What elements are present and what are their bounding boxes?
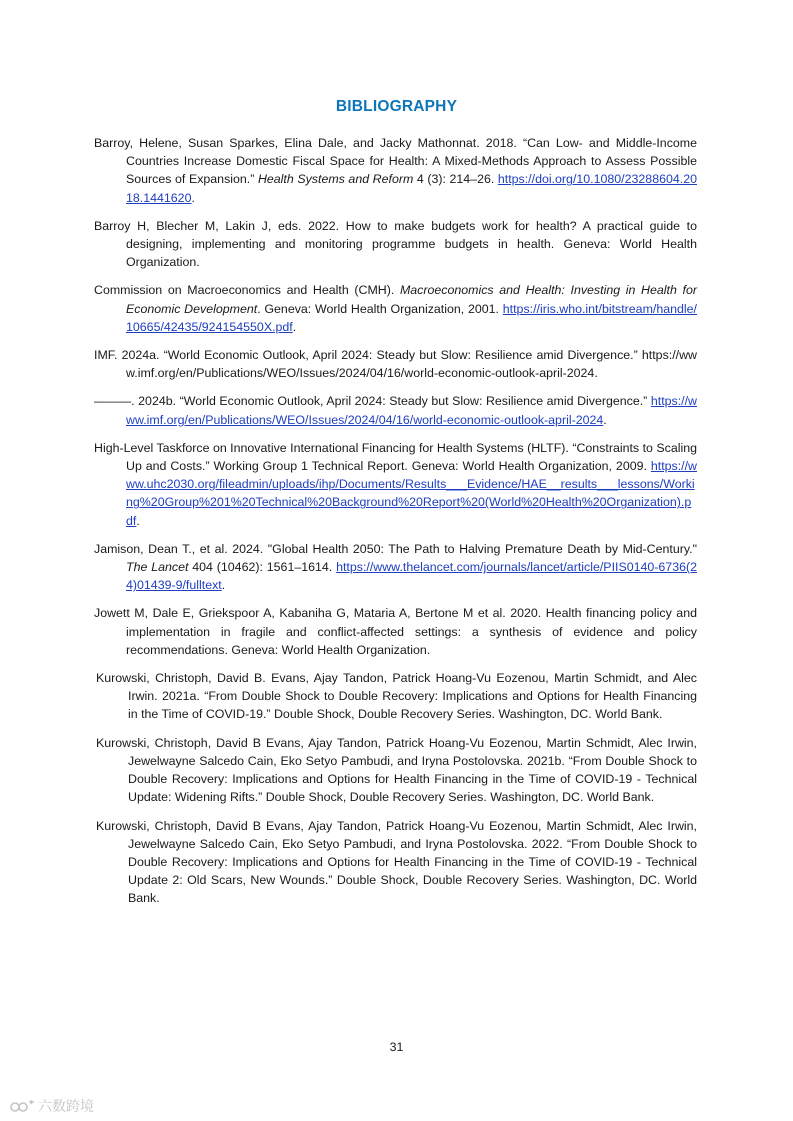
reference-text: Barroy, Helene, Susan Sparkes, Elina Dale, and Jacky Mathonnat. 2018. “Can Low- and Middle-Income Countries Increase Domestic Fiscal Space for Health: A Mixed-Methods Approach to Assess Possible Sources of Expansion.” xyxy=(94,136,697,187)
reference-text: High-Level Taskforce on Innovative International Financing for Health Systems (HLTF). “Constraints to Scaling Up and Costs.” Working Group 1 Technical Report. Geneva: World Health Organization, 2009. xyxy=(94,440,697,474)
reference-title: Macroeconomics and Health: Investing in Health for Economic Development xyxy=(126,283,697,316)
reference-text: Kurowski, Christoph, David B Evans, Ajay Tandon, Patrick Hoang-Vu Eozenou, Martin Schmidt, Alec Irwin, Jewelwayne Salcedo Cain, Eko Setyo Pambudi, and Iryna Postolovska. 2021b. “From Double Shock to Double Recovery: Implications and Options for Health Financing in the Time of COVID-19 - Technical Update: Widening Rifts.” Double Shock, Double Recovery Series. Washington, DC. World Bank. xyxy=(96,735,697,805)
reference-end: . xyxy=(221,578,226,593)
reference-jamison-2024 xyxy=(94,540,697,595)
reference-text: Kurowski, Christoph, David B. Evans, Ajay Tandon, Patrick Hoang-Vu Eozenou, Martin Schmidt, and Alec Irwin. 2021a. “From Double Shock to Double Recovery: Implications and Options for Health Financing in the Time of COVID-19.” Double Shock, Double Recovery Series. Washington, DC. World Bank. xyxy=(96,671,697,722)
page-number: 31 xyxy=(389,1040,404,1054)
watermark-text: 六数跨境 xyxy=(38,1098,94,1114)
bibliography-list xyxy=(94,134,697,918)
reference-text: ———. 2024b. “World Economic Outlook, April 2024: Steady but Slow: Resilience amid Divergence.” xyxy=(94,394,651,409)
reference-link[interactable]: https://www.thelancet.com/journals/lancet/article/PIIS0140-6736(24)01439-9/fulltext xyxy=(126,560,697,593)
reference-text: Kurowski, Christoph, David B Evans, Ajay Tandon, Patrick Hoang-Vu Eozenou, Martin Schmidt, Alec Irwin, Jewelwayne Salcedo Cain, Eko Setyo Pambudi, and Iryna Postolovska. 2022. “From Double Shock to Double Recovery: Implications and Options for Health Financing in the Time of COVID-19 - Technical Update 2: Old Scars, New Wounds.” Double Shock, Double Recovery Series. Washington, DC. World Bank. xyxy=(96,818,697,906)
reference-journal: Health Systems and Reform xyxy=(257,172,414,187)
reference-barroy-2022 xyxy=(94,217,697,272)
reference-link[interactable]: https://www.uhc2030.org/fileadmin/uploads/ihp/Documents/Results___Evidence/HAE__results___lessons/Working%20Group%201%20Technical%20Background%20Report%20(World%20Health%20Organization).pdf xyxy=(126,459,697,528)
reference-text: Barroy H, Blecher M, Lakin J, eds. 2022. How to make budgets work for health? A practical guide to designing, implementing and monitoring programme budgets in health. Geneva: World Health Organization. xyxy=(94,218,697,270)
reference-text: Jowett M, Dale E, Griekspoor A, Kabaniha G, Mataria A, Bertone M et al. 2020. Health financing policy and implementation in fragile and conflict-affected settings: a synthesis of evidence and policy recommendations. Geneva: World Health Organization. xyxy=(94,606,697,657)
reference-url: https://www.imf.org/en/Publications/WEO/Issues/2024/04/16/world-economic-outlook-april-2024 xyxy=(126,348,697,381)
reference-barroy-2018 xyxy=(94,134,697,207)
reference-hltf-2009 xyxy=(94,439,697,530)
reference-journal: The Lancet xyxy=(126,560,189,575)
reference-end: . xyxy=(292,319,297,334)
reference-imf-2024a xyxy=(94,346,697,382)
reference-kurowski-2021a xyxy=(96,669,697,724)
reference-text: Commission on Macroeconomics and Health (CMH). xyxy=(94,283,400,298)
reference-end: . xyxy=(603,412,607,427)
reference-cmh-2001 xyxy=(94,281,697,336)
reference-text: IMF. 2024a. “World Economic Outlook, April 2024: Steady but Slow: Resilience amid Divergence.” xyxy=(94,348,642,363)
reference-text: 404 (10462): 1561–1614. xyxy=(188,560,337,575)
reference-text: . Geneva: World Health Organization, 2001. xyxy=(257,301,503,316)
site-logo-icon xyxy=(10,1098,36,1114)
reference-jowett-2020 xyxy=(94,604,697,659)
reference-end: . xyxy=(594,366,598,381)
page-title: BIBLIOGRAPHY xyxy=(335,98,458,115)
reference-imf-2024b xyxy=(94,392,697,428)
reference-kurowski-2022 xyxy=(96,817,697,908)
reference-text: Jamison, Dean T., et al. 2024. "Global Health 2050: The Path to Halving Premature Death by Mid-Century." xyxy=(94,541,697,556)
reference-end: . xyxy=(191,190,195,205)
reference-text: 4 (3): 214–26. xyxy=(413,172,498,187)
reference-kurowski-2021b xyxy=(96,734,697,807)
reference-link[interactable]: https://www.imf.org/en/Publications/WEO/Issues/2024/04/16/world-economic-outlook-april-2024 xyxy=(126,394,697,427)
reference-link[interactable]: https://iris.who.int/bitstream/handle/10665/42435/924154550X.pdf xyxy=(126,301,697,334)
watermark xyxy=(10,1096,94,1116)
reference-link[interactable]: https://doi.org/10.1080/23288604.2018.1441620 xyxy=(126,172,697,205)
reference-end: . xyxy=(136,513,140,528)
